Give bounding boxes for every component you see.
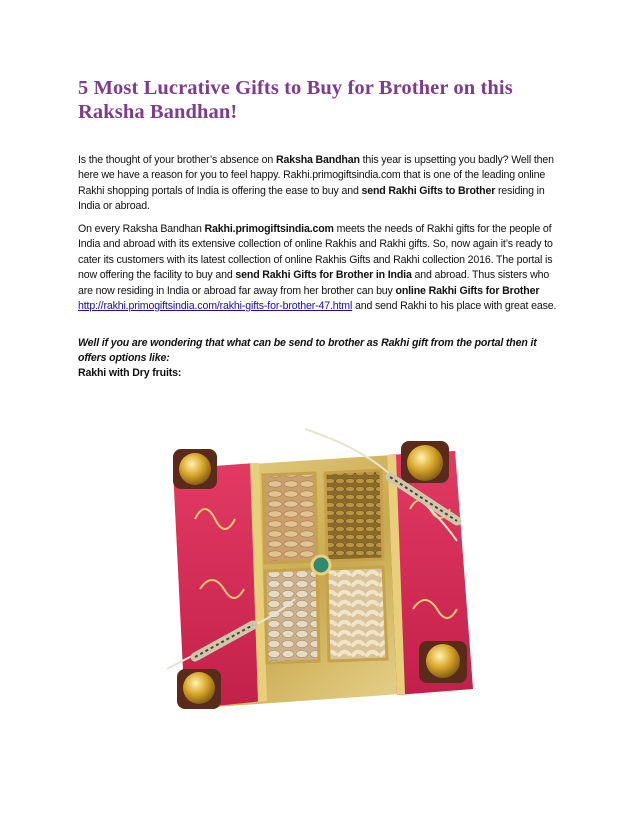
bold-text: Raksha Bandhan xyxy=(275,154,360,166)
text-span: and send Rakhi to his place with great ease. xyxy=(352,300,557,313)
rakhi-dry-fruits-gift-box-photo xyxy=(155,389,485,746)
options-intro: Well if you are wondering that what can be send to brother as Rakhi gift from the portal then it offers options like: xyxy=(78,337,537,365)
rakhi-gifts-link[interactable]: http://rakhi.primogiftsindia.com/rakhi-gifts-for-brother-47.html xyxy=(78,300,353,313)
bold-text: send Rakhi Gifts for Brother in India xyxy=(235,269,412,282)
text-span: and abroad. Thus sisters who are now residing in India or abroad far away from her brother can buy xyxy=(78,269,550,297)
bold-text: Rakhi.primogiftsindia.com xyxy=(204,223,334,235)
text-span: meets the needs of Rakhi gifts for the people of India and abroad with its extensive collection of online Rakhis and Rakhi gifts. So, now again it’s ready to cater its customers with its latest collection of online Rakhis Gifts and Rakhi collection 2016. The portal is now offering the facility to buy and xyxy=(78,223,553,282)
text-span: this year is upsetting you badly? Well then here we have a reason for you to feel happy. Rakhi.primogiftsindia.com that is one of the leading online Rakhi shopping portals of India is offering the ease to buy and xyxy=(78,154,554,197)
text-span: Is the thought of your brother’s absence on xyxy=(78,154,276,166)
section-heading: Rakhi with Dry fruits: xyxy=(78,367,182,379)
body-paragraph xyxy=(78,222,563,314)
text-span: On every Raksha Bandhan xyxy=(78,223,205,235)
bold-text: send Rakhi Gifts to Brother xyxy=(361,184,496,197)
text-span: residing in India or abroad. xyxy=(78,184,545,213)
intro-paragraph xyxy=(78,153,563,215)
page-title: 5 Most Lucrative Gifts to Buy for Brother on this Raksha Bandhan! xyxy=(78,77,513,123)
bold-text: online Rakhi Gifts for Brother xyxy=(395,284,540,297)
